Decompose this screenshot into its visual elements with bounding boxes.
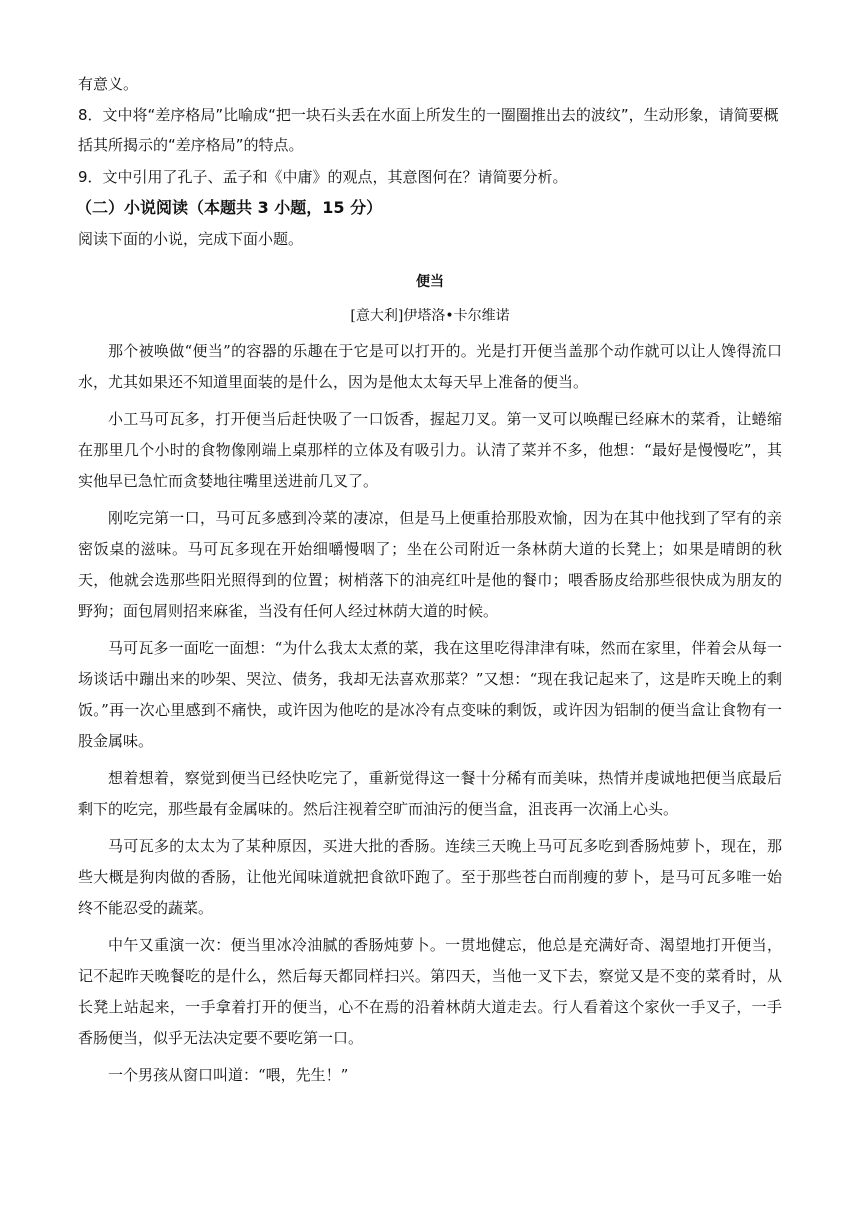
story-paragraph-2: 小工马可瓦多，打开便当后赶快吸了一口饭香，握起刀叉。第一叉可以唤醒已经麻木的菜肴，让蜷缩在那里几个小时的食物像刚端上桌那样的立体及有吸引力。认清了菜并不多，他想：“最好是慢慢吃”，其实他早已急忙而贪婪地往嘴里送进前几叉了。 xyxy=(78,410,782,490)
story-title: 便当 xyxy=(416,274,444,290)
story-paragraph-8: 一个男孩从窗口叫道：“喂，先生！” xyxy=(108,1066,349,1084)
story-body xyxy=(78,336,782,1091)
story-paragraph-5: 想着想着，察觉到便当已经快吃完了，重新觉得这一餐十分稀有而美味，热情并虔诚地把便当底最后剩下的吃完，那些最有金属味的。然后注视着空旷而油污的便当盒，沮丧再一次涌上心头。 xyxy=(78,769,782,818)
section-instruction: 阅读下面的小说，完成下面小题。 xyxy=(78,230,304,248)
story-author: [意大利]伊塔洛•卡尔维诺 xyxy=(350,308,510,324)
question-9: 9．文中引用了孔子、孟子和《中庸》的观点，其意图何在？请简要分析。 xyxy=(78,168,568,186)
story-paragraph-6: 马可瓦多的太太为了某种原因，买进大批的香肠。连续三天晚上马可瓦多吃到香肠炖萝卜，现在，那些大概是狗肉做的香肠，让他光闻味道就把食欲吓跑了。至于那些苍白而削瘦的萝卜，是马可瓦多唯一始终不能忍受的蔬菜。 xyxy=(78,837,782,917)
previous-question-continuation: 有意义。 xyxy=(78,75,139,93)
section-heading-novel-reading: （二）小说阅读（本题共 3 小题，15 分） xyxy=(76,198,383,217)
story-paragraph-3: 刚吃完第一口，马可瓦多感到冷菜的凄凉，但是马上便重拾那股欢愉，因为在其中他找到了罕有的亲密饭桌的滋味。马可瓦多现在开始细嚼慢咽了；坐在公司附近一条林荫大道的长凳上；如果是晴朗的秋天，他就会选那些阳光照得到的位置；树梢落下的油亮红叶是他的餐巾；喂香肠皮给那些很快成为朋友的野狗；面包屑则招来麻雀，当没有任何人经过林荫大道的时候。 xyxy=(78,509,782,620)
story-paragraph-7: 中午又重演一次：便当里冰冷油腻的香肠炖萝卜。一贯地健忘，他总是充满好奇、渴望地打开便当，记不起昨天晚餐吃的是什么，然后每天都同样扫兴。第四天，当他一叉下去，察觉又是不变的菜肴时，从长凳上站起来，一手拿着打开的便当，心不在焉的沿着林荫大道走去。行人看着这个家伙一手叉子，一手香肠便当，似乎无法决定要不要吃第一口。 xyxy=(78,936,782,1047)
story-paragraph-4: 马可瓦多一面吃一面想：“为什么我太太煮的菜，我在这里吃得津津有味，然而在家里，伴着会从每一场谈话中蹦出来的吵架、哭泣、债务，我却无法喜欢那菜？”又想：“现在我记起来了，这是昨天晚上的剩饭。”再一次心里感到不痛快，或许因为他吃的是冰冷有点变味的剩饭，或许因为铝制的便当盒让食物有一股金属味。 xyxy=(78,639,782,750)
story-paragraph-1: 那个被唤做“便当”的容器的乐趣在于它是可以打开的。光是打开便当盖那个动作就可以让人馋得流口水，尤其如果还不知道里面装的是什么，因为是他太太每天早上准备的便当。 xyxy=(78,342,782,391)
question-8: 8．文中将“差序格局”比喻成“把一块石头丢在水面上所发生的一圈圈推出去的波纹”，生动形象，请简要概括其所揭示的“差序格局”的特点。 xyxy=(78,106,779,154)
